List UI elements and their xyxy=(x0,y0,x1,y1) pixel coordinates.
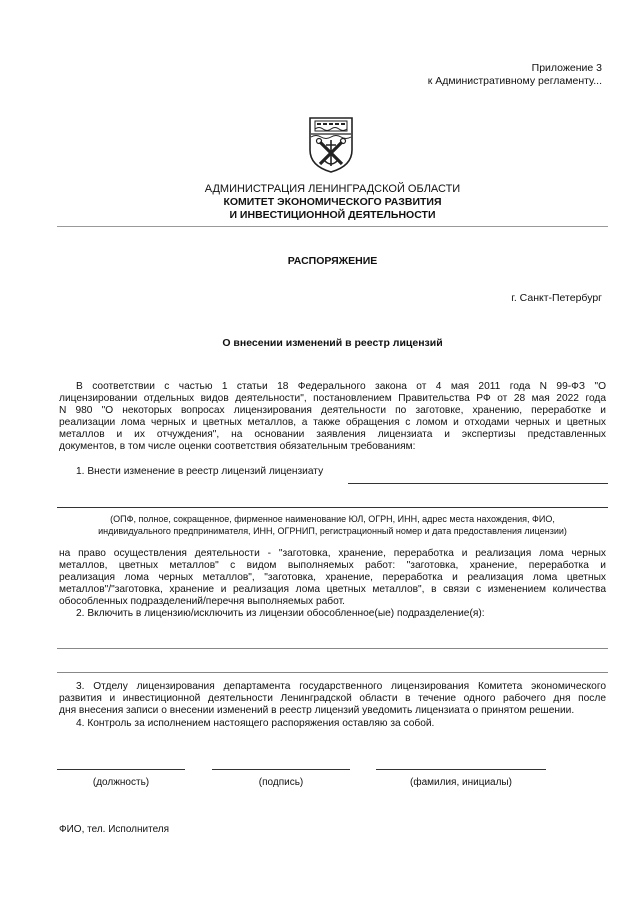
header-divider xyxy=(57,226,608,227)
appendix-line-1: Приложение 3 xyxy=(531,62,602,74)
coat-of-arms-icon xyxy=(307,116,355,174)
preamble-line: N 980 "О некоторых вопросах лицензирования деятельности по заготовке, хранению, переработке и xyxy=(59,405,606,416)
appendix-line-2: к Административному регламенту... xyxy=(427,75,602,87)
item-2-label: 2. Включить в лицензию/исключить из лицензии обособленное(ые) подразделение(я): xyxy=(76,608,485,619)
item-3-line: дня внесения записи о внесении изменений в реестр лицензий уведомить лицензиата о принятом решении. xyxy=(59,705,575,716)
name-caption: (фамилия, инициалы) xyxy=(410,777,512,788)
preamble-line: реализации лома черных и цветных металлов, а также обращения с ломом и отходами черных и цветных xyxy=(59,417,606,428)
item-1-line: реализация лома черных металлов", "заготовка, хранение, переработка и реализация лома цветных xyxy=(59,572,606,583)
item-1-line: на право осуществления деятельности - "заготовка, хранение, переработка и реализация лома черных xyxy=(59,548,606,559)
item-1-line: металлов, цветных металлов" с видом выполняемых работ: "заготовка, хранение, переработка и xyxy=(59,560,606,571)
item-1-line: металлов"/"заготовка, хранение и реализация лома цветных металлов", в связи с изменением количества xyxy=(59,584,606,595)
committee-line-2: И ИНВЕСТИЦИОННОЙ ДЕЯТЕЛЬНОСТИ xyxy=(229,209,436,221)
signature-line xyxy=(212,769,350,770)
preamble-line: лицензировании отдельных видов деятельности", постановлением Правительства РФ от 28 мая 2022 года xyxy=(59,393,606,404)
preamble-line: документов, в том числе оценки соответствия обязательным требованиям: xyxy=(59,441,416,452)
licensee-field-line-2 xyxy=(57,507,608,508)
preamble-line: В соответствии с частью 1 статьи 18 Федерального закона от 4 мая 2011 года N 99-ФЗ "О xyxy=(76,381,606,392)
subject-title: О внесении изменений в реестр лицензий xyxy=(222,337,443,349)
licensee-field-line-1 xyxy=(348,483,608,484)
licensee-caption-1: (ОПФ, полное, сокращенное, фирменное наименование ЮЛ, ОГРН, ИНН, адрес места нахождения, ФИО, xyxy=(110,514,555,524)
document-type: РАСПОРЯЖЕНИЕ xyxy=(287,255,378,267)
subdivision-field-line-1 xyxy=(57,648,608,649)
position-signature-line xyxy=(57,769,185,770)
item-3-line: развития и инвестиционной деятельности Ленинградской области в течение одного рабочего дня после xyxy=(59,693,606,704)
committee-line-1: КОМИТЕТ ЭКОНОМИЧЕСКОГО РАЗВИТИЯ xyxy=(223,196,442,208)
executor-info: ФИО, тел. Исполнителя xyxy=(59,824,170,835)
licensee-caption-2: индивидуального предпринимателя, ИНН, ОГРНИП, регистрационный номер и дата предоставления лицензии) xyxy=(98,526,567,536)
item-1-label: 1. Внести изменение в реестр лицензий лицензиату xyxy=(76,466,324,477)
org-name: АДМИНИСТРАЦИЯ ЛЕНИНГРАДСКОЙ ОБЛАСТИ xyxy=(204,183,461,195)
item-1-continuation xyxy=(59,548,606,608)
city: г. Санкт-Петербург xyxy=(511,292,602,304)
item-4-label: 4. Контроль за исполнением настоящего распоряжения оставляю за собой. xyxy=(76,718,435,729)
signature-caption: (подпись) xyxy=(258,777,304,788)
subdivision-field-line-2 xyxy=(57,672,608,673)
item-1-line: обособленных подразделений/перечня выполняемых работ. xyxy=(59,596,345,607)
preamble-line: металлов и их отчуждения", на основании заявления лицензиата и экспертизы представленных xyxy=(59,429,606,440)
position-caption: (должность) xyxy=(92,777,150,788)
name-signature-line xyxy=(376,769,546,770)
preamble xyxy=(59,381,606,453)
item-3 xyxy=(59,681,606,717)
item-3-line: 3. Отделу лицензирования департамента государственного лицензирования Комитета экономического xyxy=(76,681,606,692)
